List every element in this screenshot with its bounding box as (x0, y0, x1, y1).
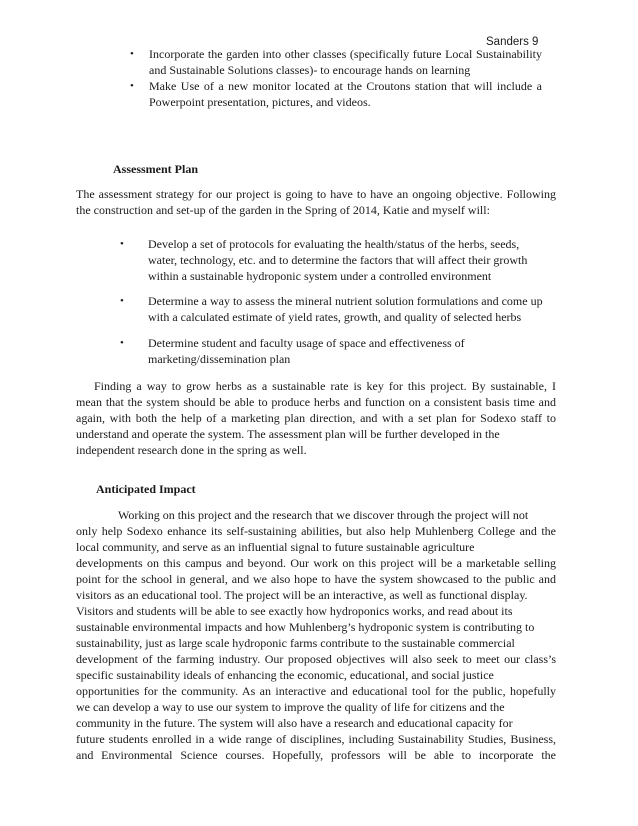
assessment-closing (76, 378, 556, 458)
paragraph-line: point for the school in general, and we also hope to have the system showcased to the public and (76, 572, 556, 586)
paragraph-line: future students enrolled in a wide range of disciplines, including Sustainability Studies, Business, (76, 732, 556, 746)
paragraph-line: and Environmental Science courses. Hopefully, professors will be able to incorporate the (76, 748, 556, 762)
assessment-item (120, 236, 578, 284)
paragraph-line: Finding a way to grow herbs as a sustainable rate is key for this project. By sustainable, I (94, 379, 556, 393)
top-bullet-item (127, 46, 542, 78)
bullet-line: and Sustainable Solutions classes)- to encourage hands on learning (149, 63, 471, 77)
paragraph-line: mean that the system should be able to produce herbs and function on a consistent basis time and (76, 395, 556, 409)
top-bullet-item (127, 78, 542, 110)
paragraph-line: sustainability, just as large scale hydroponic farms contribute to the sustainable commercial (76, 636, 515, 650)
paragraph-line: community in the future. The system will also have a research and educational capacity for (76, 716, 513, 730)
assessment-heading: Assessment Plan (113, 162, 199, 176)
paragraph-line: developments on this campus and beyond. Our work on this project will be a marketable selling (76, 556, 556, 570)
item-line: within a sustainable hydroponic system under a controlled environment (148, 269, 492, 283)
bullet-line: • Incorporate the garden into other classes (specifically future Local Sustainability (149, 47, 542, 61)
assessment-item (120, 293, 578, 325)
paragraph-line: the construction and set-up of the garden in the Spring of 2014, Katie and myself will: (76, 203, 490, 217)
bullet-line: Powerpoint presentation, pictures, and videos. (149, 95, 371, 109)
item-line: with a calculated estimate of yield rates, growth, and quality of selected herbs (148, 310, 522, 324)
item-line: • Determine student and faculty usage of space and effectiveness of (148, 336, 465, 350)
paragraph-line: Working on this project and the research that we discover through the project will not (118, 508, 529, 522)
paragraph-line: again, with both the help of a marketing plan direction, and with a set plan for Sodexo staff to (76, 411, 556, 425)
item-line: marketing/dissemination plan (148, 352, 291, 366)
page-header: Sanders 9 (486, 36, 539, 48)
paragraph-line: specific sustainability ideals of enhancing the economic, educational, and social justice (76, 668, 494, 682)
paragraph-line: development of the farming industry. Our proposed objectives will also seek to meet our class’s (76, 652, 556, 666)
paragraph-line: understand and operate the system. The assessment plan will be further developed in the (76, 427, 500, 441)
top-bullet-list (127, 46, 542, 110)
paragraph-line: only help Sodexo enhance its self-sustaining abilities, but also help Muhlenberg College and the (76, 524, 556, 538)
paragraph-line: local community, and serve as an influential signal to future sustainable agriculture (76, 540, 475, 554)
assessment-item (120, 335, 578, 367)
paragraph-line: sustainable environmental impacts and how Muhlenberg’s hydroponic system is contributing to (76, 620, 535, 634)
impact-paragraph (76, 507, 556, 763)
item-line: water, technology, etc. and to determine the factors that will affect their growth (148, 253, 528, 267)
paragraph-line: we can develop a way to use our system to improve the quality of life for citizens and the (76, 700, 505, 714)
impact-heading: Anticipated Impact (96, 482, 196, 496)
paragraph-line: independent research done in the spring as well. (76, 443, 307, 457)
item-line: • Develop a set of protocols for evaluating the health/status of the herbs, seeds, (148, 237, 520, 251)
item-line: • Determine a way to assess the mineral nutrient solution formulations and come up (148, 294, 543, 308)
bullet-line: • Make Use of a new monitor located at the Croutons station that will include a (149, 79, 542, 93)
paragraph-line: The assessment strategy for our project is going to have to have an ongoing objective. Following (76, 187, 556, 201)
paragraph-line: Visitors and students will be able to see exactly how hydroponics works, and read about its (76, 604, 513, 618)
paragraph-line: opportunities for the community. As an interactive and educational tool for the public, hopefully (76, 684, 556, 698)
paragraph-line: visitors as an educational tool. The project will be an interactive, as well as functional display. (76, 588, 528, 602)
assessment-intro (76, 186, 556, 218)
